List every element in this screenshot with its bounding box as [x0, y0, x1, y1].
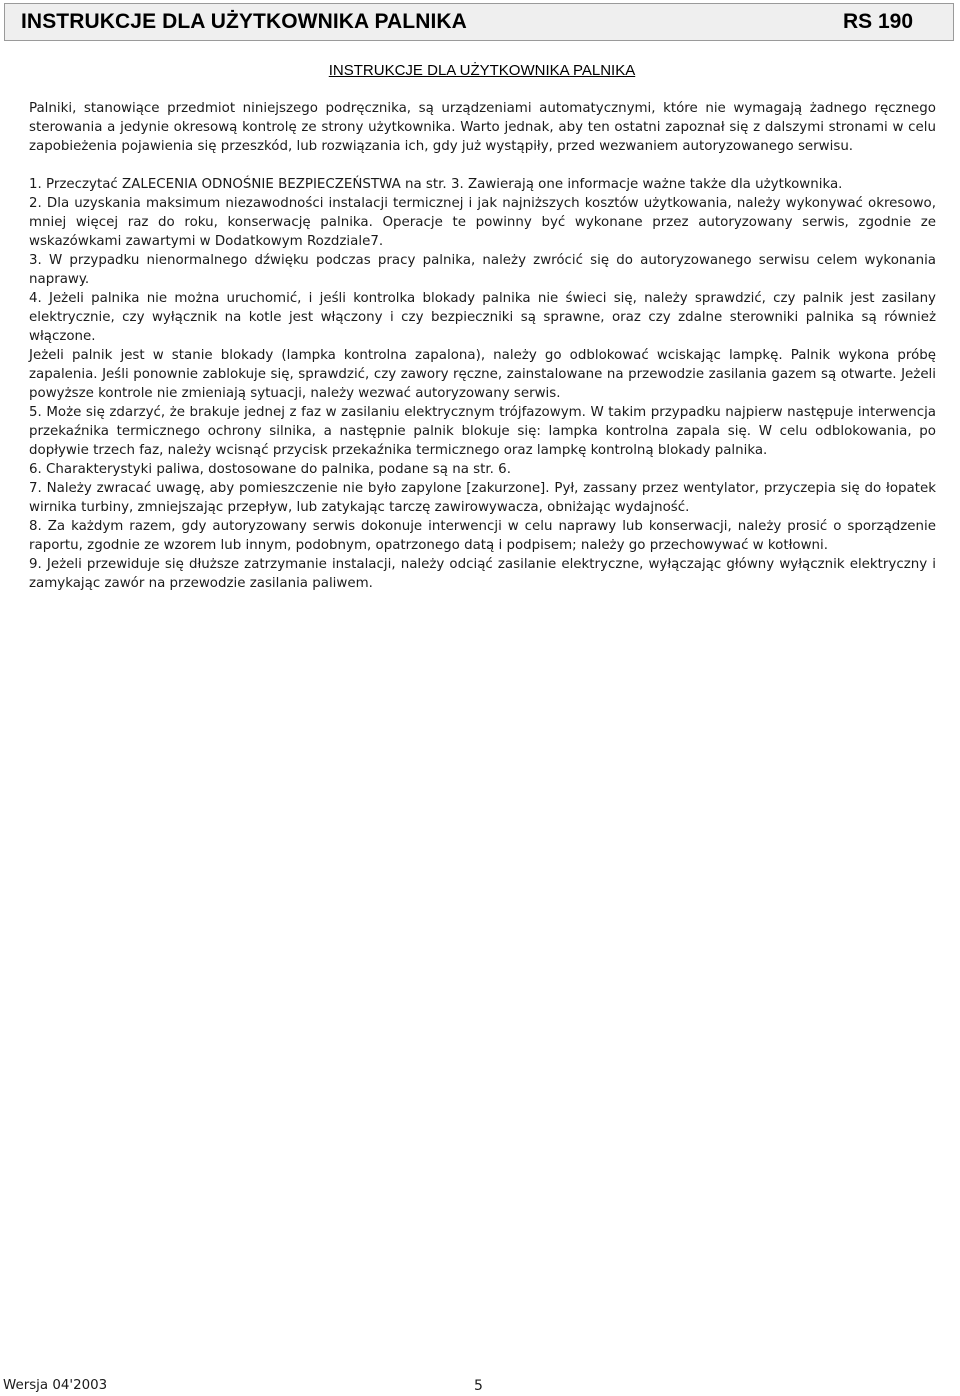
instruction-item-4: 4. Jeżeli palnika nie można uruchomić, i jeśli kontrolka blokady palnika nie świeci się, należy sprawdzić, czy palnik jest zasilany elektrycznie, czy wyłącznik na kotle jest włączony i czy bezpieczniki są sprawne, oraz czy zdalne sterowniki palnika są również włączone. — [29, 291, 936, 344]
page-header — [4, 3, 954, 41]
instruction-item-2: 2. Dla uzyskania maksimum niezawodności instalacji termicznej i jak najniższych kosztów użytkowania, należy wykonywać okresowo, mniej więcej raz do roku, konserwację palnika. Operacje te powinny być wykonane przez autoryzowany serwis, zgodnie ze wskazówkami zawartymi w Dodatkowym Rozdziale7. — [29, 196, 936, 249]
instruction-item-9: 9. Jeżeli przewiduje się dłuższe zatrzymanie instalacji, należy odciąć zasilanie elektryczne, wyłączając główny wyłącznik elektryczny i zamykając zawór na przewodzie zasilania paliwem. — [29, 557, 936, 591]
instruction-item-5: 5. Może się zdarzyć, że brakuje jednej z faz w zasilaniu elektrycznym trójfazowym. W takim przypadku najpierw następuje interwencja przekaźnika termicznego ochrony silnika, a następnie palnik blokuje się: lampka kontrolna zapala się. W celu odblokowania, po dopływie trzech faz, należy wcisnąć przycisk przekaźnika termicznego oraz lampkę kontrolną blokady palnika. — [29, 405, 936, 458]
instruction-item-8: 8. Za każdym razem, gdy autoryzowany serwis dokonuje interwencji w celu naprawy lub konserwacji, należy prosić o sporządzenie raportu, zgodnie ze wzorem lub innym, podobnym, opatrzonego datą i podpisem; należy go przechowywać w kotłowni. — [29, 519, 936, 553]
instruction-item-7: 7. Należy zwracać uwagę, aby pomieszczenie nie było zapylone [zakurzone]. Pył, zassany przez wentylator, przyczepia się do łopatek wirnika turbiny, zmniejszając przepływ, lub zatykając tarczę zawirowywacza, obniżając wydajność. — [29, 481, 936, 515]
intro-paragraph: Palniki, stanowiące przedmiot niniejszego podręcznika, są urządzeniami automatycznymi, które nie wymagają żadnego ręcznego sterowania a jedynie okresową kontrolę ze strony użytkownika. Warto jednak, aby ten ostatni zapoznał się z dalszymi stronami w celu zapobieżenia pojawienia się przeszkód, lub rozwiązania ich, gdy już wystąpiły, przed wezwaniem autoryzowanego serwisu. — [29, 101, 936, 154]
document-body — [29, 99, 936, 593]
header-title: INSTRUKCJE DLA UŻYTKOWNIKA PALNIKA — [21, 10, 467, 33]
footer-version: Wersja 04'2003 — [3, 1378, 108, 1393]
page-number: 5 — [474, 1378, 483, 1394]
document-heading: INSTRUKCJE DLA UŻYTKOWNIKA PALNIKA — [328, 62, 636, 79]
instruction-item-6: 6. Charakterystyki paliwa, dostosowane do palnika, podane są na str. 6. — [29, 462, 511, 477]
instruction-item-3: 3. W przypadku nienormalnego dźwięku podczas pracy palnika, należy zwrócić się do autoryzowanego serwisu celem wykonania naprawy. — [29, 253, 936, 287]
instruction-item-4-continued: Jeżeli palnik jest w stanie blokady (lampka kontrolna zapalona), należy go odblokować wciskając lampkę. Palnik wykona próbę zapalenia. Jeśli ponownie zablokuje się, sprawdzić, czy zawory ręczne, zainstalowane na przewodzie zasilania gazem są otwarte. Jeżeli powyższe kontrole nie zmieniają sytuacji, należy wezwać autoryzowany serwis. — [29, 348, 936, 401]
instruction-item-1: 1. Przeczytać ZALECENIA ODNOŚNIE BEZPIECZEŃSTWA na str. 3. Zawierają one informacje ważne także dla użytkownika. — [29, 177, 843, 192]
header-model: RS 190 — [842, 10, 913, 33]
